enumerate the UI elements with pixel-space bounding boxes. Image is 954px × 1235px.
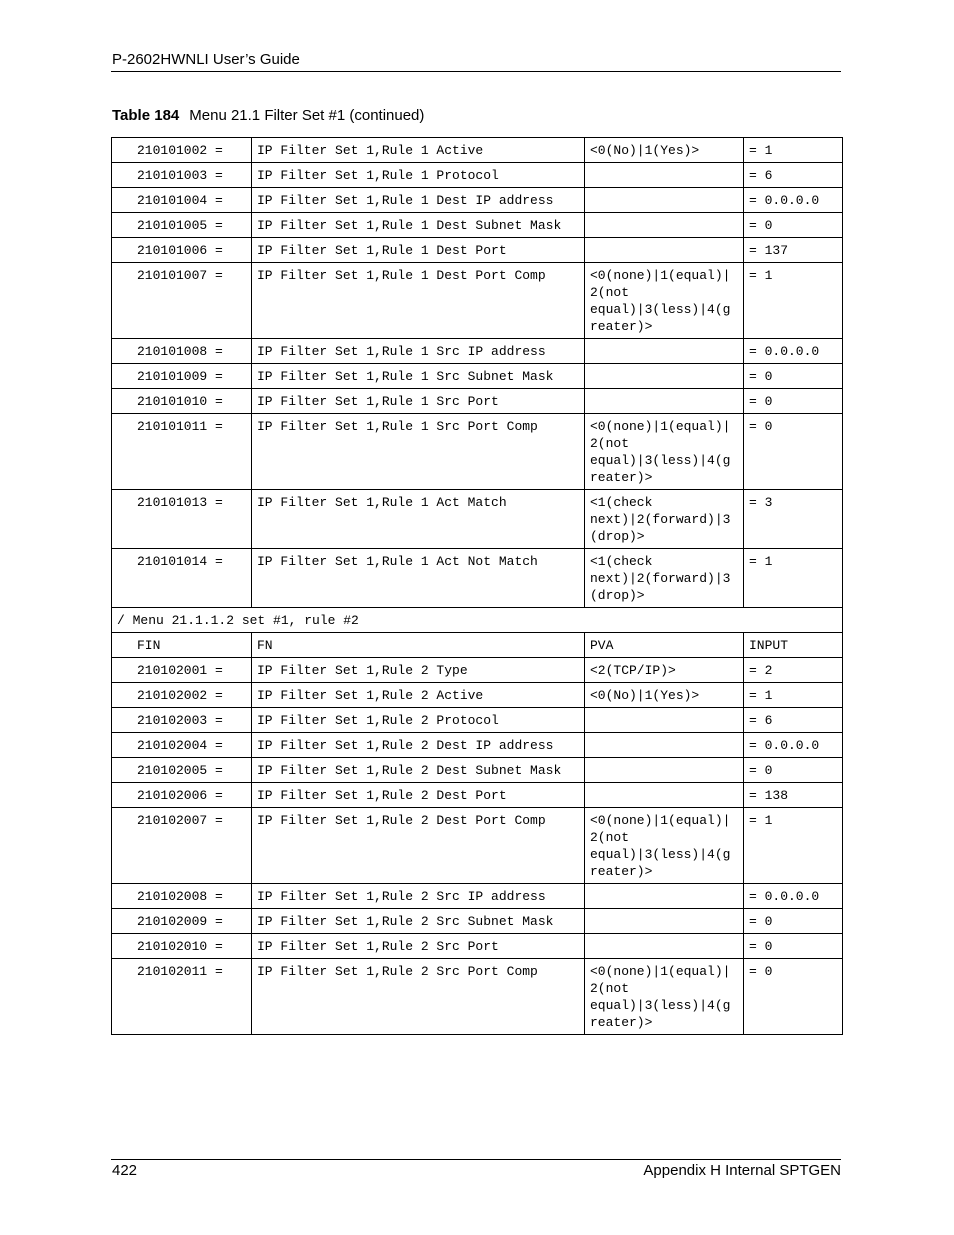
cell-fn: IP Filter Set 1,Rule 2 Src Port [252, 934, 585, 959]
table-row [112, 808, 843, 884]
cell-fin: 210102001 = [112, 658, 252, 683]
cell-fn: IP Filter Set 1,Rule 2 Protocol [252, 708, 585, 733]
cell-fn: IP Filter Set 1,Rule 2 Active [252, 683, 585, 708]
page-number: 422 [112, 1162, 138, 1179]
cell-input: = 1 [744, 263, 843, 339]
cell-input: = 6 [744, 163, 843, 188]
cell-input: = 1 [744, 138, 843, 163]
cell-input: = 0 [744, 414, 843, 490]
section-row-label: / Menu 21.1.1.2 set #1, rule #2 [112, 608, 843, 633]
cell-input: = 1 [744, 808, 843, 884]
cell-fin: 210101013 = [112, 490, 252, 549]
cell-fin: 210102007 = [112, 808, 252, 884]
cell-fn: IP Filter Set 1,Rule 1 Src Port Comp [252, 414, 585, 490]
column-header-input: INPUT [744, 633, 843, 658]
column-header-pva: PVA [585, 633, 744, 658]
cell-fin: 210101008 = [112, 339, 252, 364]
footer-section-title: Appendix H Internal SPTGEN [643, 1162, 841, 1179]
cell-fn: IP Filter Set 1,Rule 2 Src IP address [252, 884, 585, 909]
cell-pva: <1(check next)|2(forward)|3(drop)> [585, 549, 744, 608]
table-row [112, 934, 843, 959]
cell-pva [585, 909, 744, 934]
column-header-fn: FN [252, 633, 585, 658]
cell-pva: <0(none)|1(equal)|2(not equal)|3(less)|4(greater)> [585, 959, 744, 1035]
cell-pva: <0(No)|1(Yes)> [585, 683, 744, 708]
cell-fn: IP Filter Set 1,Rule 1 Dest Port Comp [252, 263, 585, 339]
page-header-title: P-2602HWNLI User’s Guide [112, 51, 300, 68]
cell-input: = 0 [744, 389, 843, 414]
cell-input: = 1 [744, 549, 843, 608]
cell-input: = 0 [744, 934, 843, 959]
cell-input: = 0.0.0.0 [744, 884, 843, 909]
table-row [112, 263, 843, 339]
cell-pva: <2(TCP/IP)> [585, 658, 744, 683]
cell-pva [585, 389, 744, 414]
table-row [112, 909, 843, 934]
table-row [112, 683, 843, 708]
cell-fin: 210102002 = [112, 683, 252, 708]
cell-fn: IP Filter Set 1,Rule 1 Dest Subnet Mask [252, 213, 585, 238]
cell-fin: 210101005 = [112, 213, 252, 238]
cell-input: = 0 [744, 959, 843, 1035]
cell-fn: IP Filter Set 1,Rule 1 Src IP address [252, 339, 585, 364]
table-row [112, 758, 843, 783]
table-body-rule1 [112, 138, 843, 608]
table-row [112, 364, 843, 389]
cell-pva: <1(check next)|2(forward)|3(drop)> [585, 490, 744, 549]
cell-fn: IP Filter Set 1,Rule 1 Active [252, 138, 585, 163]
cell-pva: <0(none)|1(equal)|2(not equal)|3(less)|4(greater)> [585, 808, 744, 884]
table-row [112, 188, 843, 213]
header-divider [111, 71, 841, 72]
cell-input: = 138 [744, 783, 843, 808]
cell-fin: 210101010 = [112, 389, 252, 414]
cell-pva [585, 238, 744, 263]
table-caption-text: Menu 21.1 Filter Set #1 (continued) [189, 107, 425, 124]
cell-input: = 2 [744, 658, 843, 683]
cell-fn: IP Filter Set 1,Rule 1 Act Not Match [252, 549, 585, 608]
cell-pva [585, 708, 744, 733]
cell-fin: 210101011 = [112, 414, 252, 490]
footer-divider [111, 1159, 841, 1160]
table-row [112, 959, 843, 1035]
cell-fin: 210101004 = [112, 188, 252, 213]
cell-fn: IP Filter Set 1,Rule 2 Dest IP address [252, 733, 585, 758]
section-row [112, 608, 843, 633]
cell-fn: IP Filter Set 1,Rule 1 Act Match [252, 490, 585, 549]
cell-pva [585, 364, 744, 389]
cell-pva [585, 213, 744, 238]
table-row [112, 884, 843, 909]
cell-input: = 6 [744, 708, 843, 733]
cell-fn: IP Filter Set 1,Rule 1 Src Port [252, 389, 585, 414]
table-row [112, 490, 843, 549]
cell-fn: IP Filter Set 1,Rule 1 Dest IP address [252, 188, 585, 213]
table-row [112, 733, 843, 758]
cell-input: = 0 [744, 213, 843, 238]
cell-fin: 210101007 = [112, 263, 252, 339]
table-row [112, 708, 843, 733]
cell-fin: 210102009 = [112, 909, 252, 934]
table-row [112, 138, 843, 163]
table-row [112, 389, 843, 414]
table-body-rule2 [112, 658, 843, 1035]
cell-fin: 210101009 = [112, 364, 252, 389]
cell-pva [585, 783, 744, 808]
table-row [112, 163, 843, 188]
table-row [112, 238, 843, 263]
cell-fin: 210102010 = [112, 934, 252, 959]
cell-fn: IP Filter Set 1,Rule 2 Src Subnet Mask [252, 909, 585, 934]
cell-fin: 210102004 = [112, 733, 252, 758]
table-row [112, 549, 843, 608]
cell-pva [585, 188, 744, 213]
cell-input: = 0.0.0.0 [744, 188, 843, 213]
cell-fn: IP Filter Set 1,Rule 2 Src Port Comp [252, 959, 585, 1035]
table-caption [112, 107, 424, 124]
cell-input: = 3 [744, 490, 843, 549]
cell-fin: 210101014 = [112, 549, 252, 608]
cell-fin: 210102011 = [112, 959, 252, 1035]
cell-fn: IP Filter Set 1,Rule 1 Protocol [252, 163, 585, 188]
cell-fin: 210102005 = [112, 758, 252, 783]
cell-pva [585, 884, 744, 909]
cell-pva [585, 733, 744, 758]
cell-input: = 137 [744, 238, 843, 263]
cell-fn: IP Filter Set 1,Rule 2 Dest Subnet Mask [252, 758, 585, 783]
table-row [112, 783, 843, 808]
cell-pva: <0(none)|1(equal)|2(not equal)|3(less)|4(greater)> [585, 414, 744, 490]
cell-pva [585, 934, 744, 959]
cell-fin: 210101006 = [112, 238, 252, 263]
cell-fin: 210102006 = [112, 783, 252, 808]
cell-input: = 1 [744, 683, 843, 708]
cell-fin: 210101003 = [112, 163, 252, 188]
cell-fn: IP Filter Set 1,Rule 1 Dest Port [252, 238, 585, 263]
column-header-fin: FIN [112, 633, 252, 658]
cell-pva [585, 163, 744, 188]
table-row [112, 339, 843, 364]
cell-input: = 0 [744, 909, 843, 934]
cell-input: = 0.0.0.0 [744, 339, 843, 364]
cell-pva [585, 339, 744, 364]
table-row [112, 213, 843, 238]
table-caption-label: Table 184 [112, 107, 180, 124]
cell-pva [585, 758, 744, 783]
cell-pva: <0(No)|1(Yes)> [585, 138, 744, 163]
cell-fin: 210101002 = [112, 138, 252, 163]
cell-input: = 0.0.0.0 [744, 733, 843, 758]
table-row [112, 658, 843, 683]
table-section [112, 608, 843, 658]
cell-pva: <0(none)|1(equal)|2(not equal)|3(less)|4(greater)> [585, 263, 744, 339]
cell-fn: IP Filter Set 1,Rule 2 Type [252, 658, 585, 683]
cell-input: = 0 [744, 758, 843, 783]
cell-input: = 0 [744, 364, 843, 389]
column-header-row [112, 633, 843, 658]
table-row [112, 414, 843, 490]
cell-fn: IP Filter Set 1,Rule 2 Dest Port [252, 783, 585, 808]
cell-fin: 210102008 = [112, 884, 252, 909]
cell-fin: 210102003 = [112, 708, 252, 733]
cell-fn: IP Filter Set 1,Rule 1 Src Subnet Mask [252, 364, 585, 389]
cell-fn: IP Filter Set 1,Rule 2 Dest Port Comp [252, 808, 585, 884]
filter-set-table [111, 137, 843, 1035]
